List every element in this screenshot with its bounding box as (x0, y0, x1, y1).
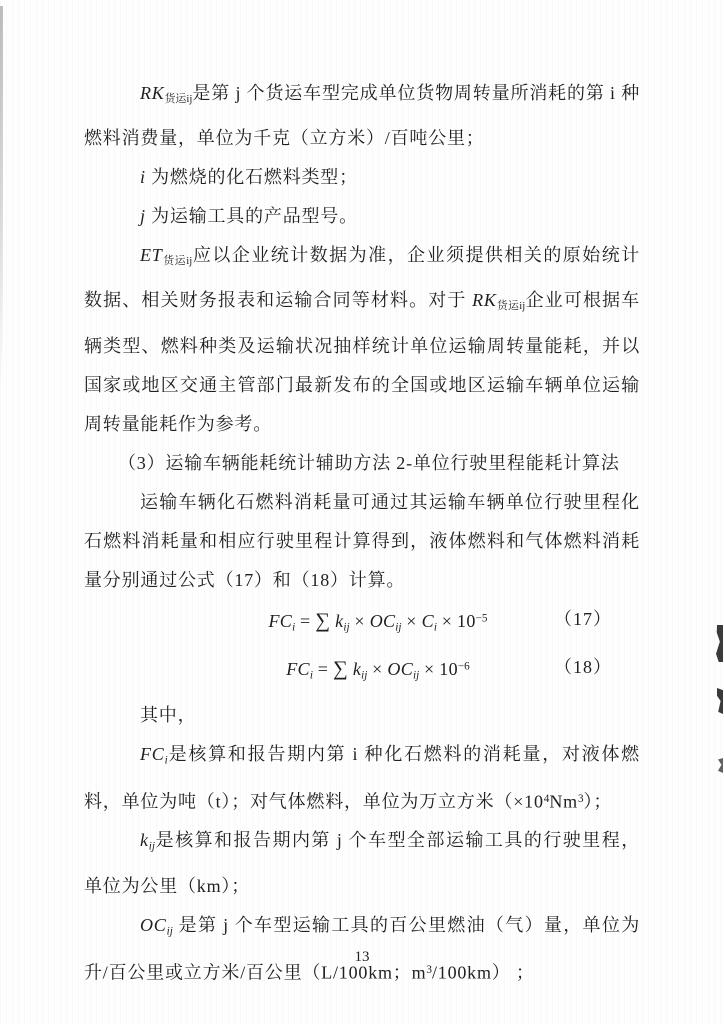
text-segment: i (309, 669, 313, 682)
equation-number: （18） (554, 656, 612, 677)
text-segment: j (140, 206, 152, 227)
text-segment: ∑ (315, 610, 331, 633)
formula-line (84, 648, 640, 696)
paragraph (84, 74, 640, 158)
document-body (84, 74, 640, 993)
section-heading (84, 444, 640, 483)
text-segment: OC (140, 914, 167, 935)
text-segment: ij (413, 669, 420, 682)
scan-edge-mark (718, 758, 723, 773)
text-segment: −6 (457, 660, 470, 673)
text-segment: 应以企业统计数据为准，企业须提供相关的原始统计数据、相关财务报表和运输合同等材料。对于 (84, 245, 641, 311)
paragraph (84, 197, 640, 236)
text-segment: /100km） ； (431, 962, 535, 983)
text-segment: 企业可根据车辆类型、燃料种类及运输状况抽样统计单位运输周转量能耗，并以国家或地区交通主管部门最新发布的全国或地区运输车辆单位运输周转量能耗作为参考。 (84, 290, 640, 434)
text-segment: k (348, 659, 362, 680)
text-segment: ET (140, 245, 163, 266)
text-segment: 3 (577, 792, 584, 805)
text-segment: 是第 j 个车型运输工具的百公里燃油（气）量，单位为升/百公里或立方米/百公里（L/100km；m (84, 914, 640, 983)
text-segment: k (330, 611, 344, 632)
text-segment: × (349, 611, 370, 632)
text-segment: i (164, 753, 168, 766)
equation-number: （17） (554, 608, 612, 629)
text-segment: × 10 (419, 659, 458, 680)
text-segment: FC (140, 743, 165, 764)
text-segment: −5 (475, 612, 488, 625)
text-segment: i (433, 621, 437, 634)
formula-line (84, 600, 640, 648)
text-segment: 货运ij (164, 93, 193, 106)
text-segment: （3）运输车辆能耗统计辅助方法 2-单位行驶里程能耗计算法 (118, 452, 620, 473)
paragraph (84, 735, 640, 822)
text-segment: C (421, 611, 434, 632)
text-segment: ij (343, 621, 350, 634)
paragraph (84, 158, 640, 197)
text-segment: × (367, 659, 388, 680)
text-segment: 是第 j 个货运车型完成单位货物周转量所消耗的第 i 种燃料消费量，单位为千克（立方米）/百吨公里； (84, 83, 641, 149)
page-number: 13 (354, 949, 370, 965)
paragraph (84, 696, 640, 735)
text-segment: FC (286, 659, 310, 680)
text-segment: 运输车辆化石燃料消耗量可通过其运输车辆单位行驶里程化石燃料消耗量和相应行驶里程计算得到，液体燃料和气体燃料消耗量分别通过公式（17）和（18）计算。 (84, 491, 640, 590)
text-segment: ij (395, 621, 402, 634)
scan-streak-artifact (0, 6, 3, 386)
text-segment: FC (268, 611, 293, 632)
formula-body (286, 658, 470, 682)
text-segment: × (401, 611, 422, 632)
text-segment: 为燃烧的化石燃料类型； (151, 167, 358, 188)
text-segment: i (140, 167, 152, 188)
text-segment: ij (361, 669, 368, 682)
text-segment: = (295, 611, 316, 632)
scan-edge-mark (716, 625, 723, 662)
text-segment: 为运输工具的产品型号。 (151, 206, 358, 227)
text-segment: OC (369, 611, 396, 632)
text-segment: ∑ (333, 658, 349, 681)
text-segment: 是核算和报告期内第 j 个车型全部运输工具的行驶里程，单位为公里（km）； (84, 830, 640, 896)
text-segment: 4 (543, 792, 550, 805)
text-segment: 是核算和报告期内第 i 种化石燃料的消耗量，对液体燃料，单位为吨（t）；对气体燃料，单位为万立方米（×10 (84, 743, 640, 812)
text-segment: 3 (426, 964, 432, 977)
formula-body (268, 610, 488, 634)
paragraph (84, 483, 640, 600)
paragraph (84, 821, 640, 905)
text-segment: k (140, 830, 149, 851)
text-segment: 其中， (140, 704, 197, 725)
text-segment: i (292, 621, 296, 634)
text-segment: × 10 (436, 611, 476, 632)
paragraph (84, 236, 640, 443)
text-segment: ij (166, 925, 173, 938)
text-segment: RK (140, 83, 165, 103)
text-segment: Nm (549, 791, 578, 812)
text-segment: OC (387, 659, 414, 680)
scan-edge-mark (717, 688, 723, 714)
text-segment: 货运ij (162, 255, 193, 268)
text-segment: RK (472, 290, 497, 311)
text-segment: ij (148, 840, 155, 853)
text-segment: ）； (583, 791, 613, 812)
text-segment: 货运ij (496, 300, 526, 313)
text-segment: = (312, 659, 333, 680)
